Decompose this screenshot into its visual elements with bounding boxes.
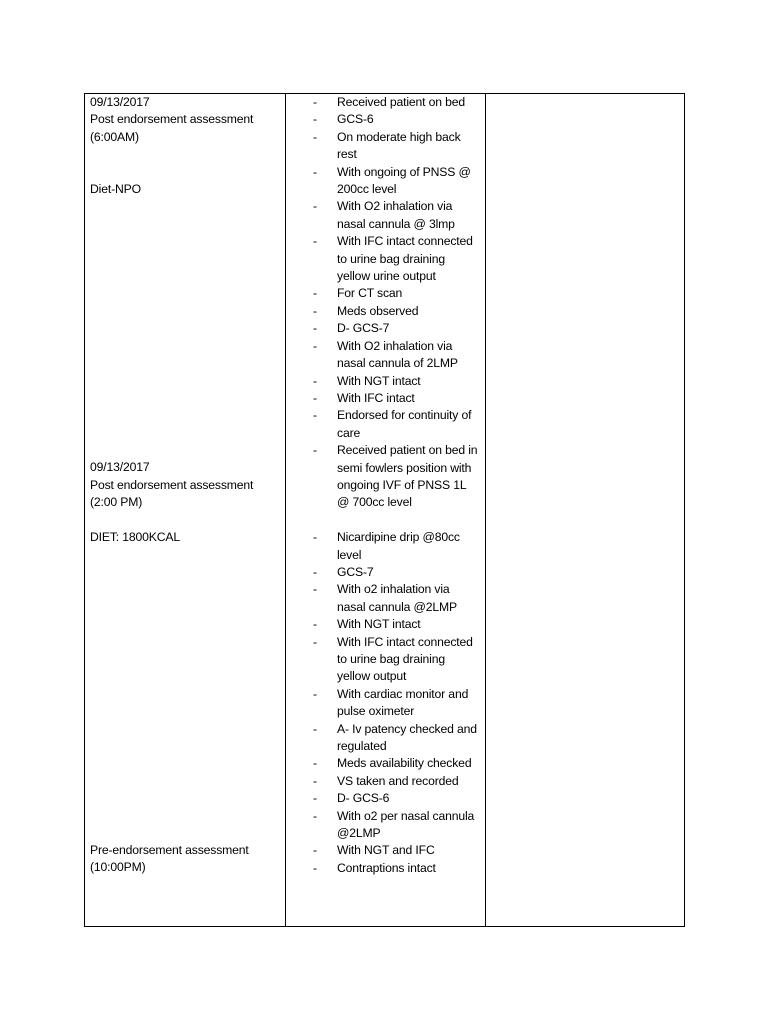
observation-text: GCS-6 (337, 112, 374, 127)
observation-item (286, 94, 485, 111)
observation-text: With IFC intact connected to urine bag draining yellow urine output (337, 234, 473, 284)
observation-item (286, 320, 485, 337)
observation-text: With NGT intact (337, 373, 421, 388)
assessment-block-morning (90, 94, 253, 198)
bullet-dash: - (313, 129, 317, 144)
observation-text: Meds observed (337, 303, 419, 318)
observation-text: With cardiac monitor and pulse oximeter (337, 686, 469, 719)
bullet-dash: - (313, 843, 317, 858)
bullet-dash: - (313, 634, 317, 649)
observation-item (286, 285, 485, 302)
diet-label: DIET: 1800KCAL (90, 530, 181, 544)
bullet-dash: - (313, 373, 317, 388)
observation-text: With IFC intact (337, 390, 415, 405)
observations-column (286, 94, 486, 926)
observation-text: D- GCS-7 (337, 321, 390, 336)
bullet-dash: - (313, 408, 317, 423)
assessment-title: Pre-endorsement assessment (90, 842, 249, 857)
observation-item (286, 373, 485, 390)
bullet-dash: - (313, 530, 317, 545)
observation-text: With NGT and IFC (337, 843, 435, 858)
bullet-dash: - (313, 756, 317, 771)
observation-text: With O2 inhalation via nasal cannula of 2LMP (337, 338, 458, 371)
assessment-block-night (90, 842, 249, 877)
observation-item (286, 338, 485, 373)
observation-text: Received patient on bed in semi fowlers position with ongoing IVF of PNSS 1L @ 700cc level (337, 443, 478, 510)
observation-text: With o2 inhalation via nasal cannula @2LMP (337, 582, 457, 614)
bullet-dash: - (313, 686, 317, 701)
observation-item (286, 860, 485, 877)
observation-text: With ongoing of PNSS @ 200cc level (337, 164, 471, 197)
observation-item (286, 773, 485, 790)
observation-text: With NGT intact (337, 617, 421, 632)
observation-item (286, 164, 485, 199)
observation-text: Contraptions intact (337, 860, 436, 875)
observation-text: A- Iv patency checked and regulated (337, 721, 477, 754)
observation-text: Endorsed for continuity of care (337, 408, 472, 440)
bullet-dash: - (313, 303, 317, 318)
observation-item (286, 581, 485, 616)
bullet-dash: - (313, 164, 317, 179)
assessment-time: (6:00AM) (90, 129, 139, 144)
bullet-dash: - (313, 791, 317, 806)
observation-item (286, 808, 485, 843)
observation-text: With IFC intact connected to urine bag draining yellow output (337, 634, 473, 684)
observation-item (286, 564, 485, 581)
assessment-time: (10:00PM) (90, 860, 146, 875)
bullet-dash: - (313, 95, 317, 109)
observation-item (286, 790, 485, 807)
spacer (90, 146, 253, 181)
bullet-dash: - (313, 443, 317, 458)
observation-text: For CT scan (337, 286, 403, 301)
bullet-dash: - (313, 338, 317, 353)
observation-text: D- GCS-6 (337, 791, 390, 806)
bullet-dash: - (313, 321, 317, 336)
assessment-title: Post endorsement assessment (90, 112, 254, 127)
observation-text: With O2 inhalation via nasal cannula @ 3lmp (337, 199, 455, 231)
observation-text: With o2 per nasal cannula @2LMP (337, 808, 475, 841)
bullet-dash: - (313, 199, 317, 214)
observation-text: Received patient on bed (337, 95, 466, 109)
assessment-date: 09/13/2017 (90, 95, 150, 109)
observation-item (286, 755, 485, 772)
observation-text: On moderate high back rest (337, 129, 461, 162)
observation-item (286, 634, 485, 686)
bullet-dash: - (313, 808, 317, 823)
observation-item (286, 842, 485, 859)
diet-label: Diet-NPO (90, 182, 141, 197)
observation-list (286, 94, 485, 877)
observation-item (286, 129, 485, 164)
observation-item (286, 529, 485, 564)
observation-text: Nicardipine drip @80cc level (337, 530, 460, 562)
observation-item (286, 390, 485, 407)
bullet-dash: - (313, 564, 317, 579)
bullet-dash: - (313, 390, 317, 405)
assessment-date: 09/13/2017 (90, 460, 150, 475)
spacer (90, 512, 253, 529)
observation-item (286, 111, 485, 128)
bullet-dash: - (313, 286, 317, 301)
assessment-block-afternoon (90, 459, 253, 546)
observation-item (286, 407, 485, 442)
assessment-column (85, 94, 286, 926)
bullet-dash: - (313, 860, 317, 875)
assessment-title: Post endorsement assessment (90, 477, 254, 492)
observation-item (286, 442, 485, 512)
observation-text: GCS-7 (337, 564, 374, 579)
assessment-time: (2:00 PM) (90, 495, 143, 510)
bullet-dash: - (313, 721, 317, 736)
observation-item (286, 233, 485, 285)
bullet-dash: - (313, 773, 317, 788)
observation-text: Meds availability checked (337, 756, 472, 771)
nursing-notes-table (84, 93, 685, 927)
bullet-dash: - (313, 582, 317, 597)
observation-item (286, 721, 485, 756)
observation-item (286, 616, 485, 633)
remarks-column (486, 94, 684, 926)
bullet-dash: - (313, 112, 317, 127)
observation-item (286, 198, 485, 233)
bullet-dash: - (313, 617, 317, 632)
observation-text: VS taken and recorded (337, 773, 459, 788)
observation-item (286, 303, 485, 320)
observation-item (286, 686, 485, 721)
bullet-dash: - (313, 234, 317, 249)
